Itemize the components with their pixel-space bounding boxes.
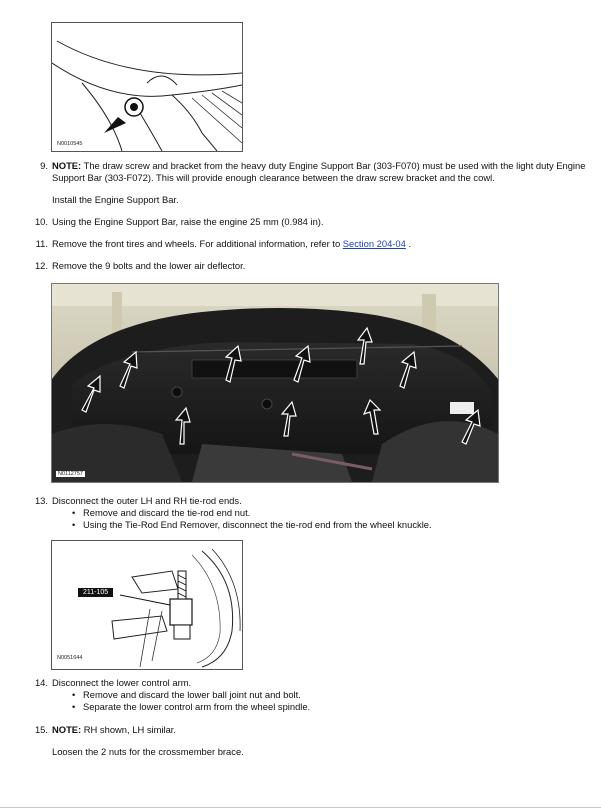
note-text: RH shown, LH similar. xyxy=(81,724,176,735)
step-text: Loosen the 2 nuts for the crossmember brace. xyxy=(52,746,244,757)
bullet-text: Separate the lower control arm from the wheel spindle. xyxy=(83,701,311,712)
step-number: 13. xyxy=(34,495,48,506)
note xyxy=(52,724,587,736)
figure-label: N0051644 xyxy=(57,655,83,661)
bullet-glyph: • xyxy=(72,701,76,712)
bullet-glyph: • xyxy=(72,519,76,530)
step-number: 15. xyxy=(34,724,48,735)
bullet-glyph: • xyxy=(72,689,76,700)
step-text: Disconnect the lower control arm. xyxy=(52,677,192,688)
bullet-glyph: • xyxy=(72,507,76,518)
note-label: NOTE: xyxy=(52,160,82,171)
page-divider xyxy=(0,807,601,808)
step-text: Remove the front tires and wheels. For additional information, refer to xyxy=(52,238,343,249)
figure-label: N0112757 xyxy=(58,471,83,477)
figure-3-illustration xyxy=(51,540,243,670)
bullet-text: Remove and discard the lower ball joint nut and bolt. xyxy=(83,689,301,700)
bullet-text: Remove and discard the tie-rod end nut. xyxy=(83,507,251,518)
step-body xyxy=(52,160,587,206)
note-text: The draw screw and bracket from the heavy duty Engine Support Bar (303-F070) must be used with the light duty Engine Support Bar (303-F072). This will provide enough clearance between the draw screw bracket and the cowl. xyxy=(52,160,586,183)
step-text: Install the Engine Support Bar. xyxy=(52,194,179,205)
bolt-location-drawing xyxy=(52,23,242,151)
figure-label: N0010545 xyxy=(57,141,83,147)
step-number: 11. xyxy=(35,238,48,249)
step-text: Disconnect the outer LH and RH tie-rod ends. xyxy=(52,495,242,506)
step-number: 10. xyxy=(34,216,48,227)
step-text: Using the Engine Support Bar, raise the engine 25 mm (0.984 in). xyxy=(52,216,324,227)
figure-2-photo xyxy=(51,283,499,483)
step-text: Remove the 9 bolts and the lower air deflector. xyxy=(52,260,246,271)
figure-1-illustration xyxy=(51,22,243,152)
section-link[interactable]: Section 204-04 xyxy=(342,238,406,249)
bullet-text: Using the Tie-Rod End Remover, disconnect the tie-rod end from the wheel knuckle. xyxy=(83,519,432,530)
step-number: 9. xyxy=(40,160,48,171)
note xyxy=(52,160,587,184)
step-number: 14. xyxy=(34,677,48,688)
note-label: NOTE: xyxy=(52,724,82,735)
step-number: 12. xyxy=(34,260,48,271)
step-body xyxy=(52,724,587,758)
tie-rod-remover-drawing xyxy=(52,541,242,669)
air-deflector-photo xyxy=(52,284,498,482)
step-text-end: . xyxy=(405,238,412,249)
step-body xyxy=(52,238,587,250)
tool-callout: 211-105 xyxy=(78,588,113,597)
